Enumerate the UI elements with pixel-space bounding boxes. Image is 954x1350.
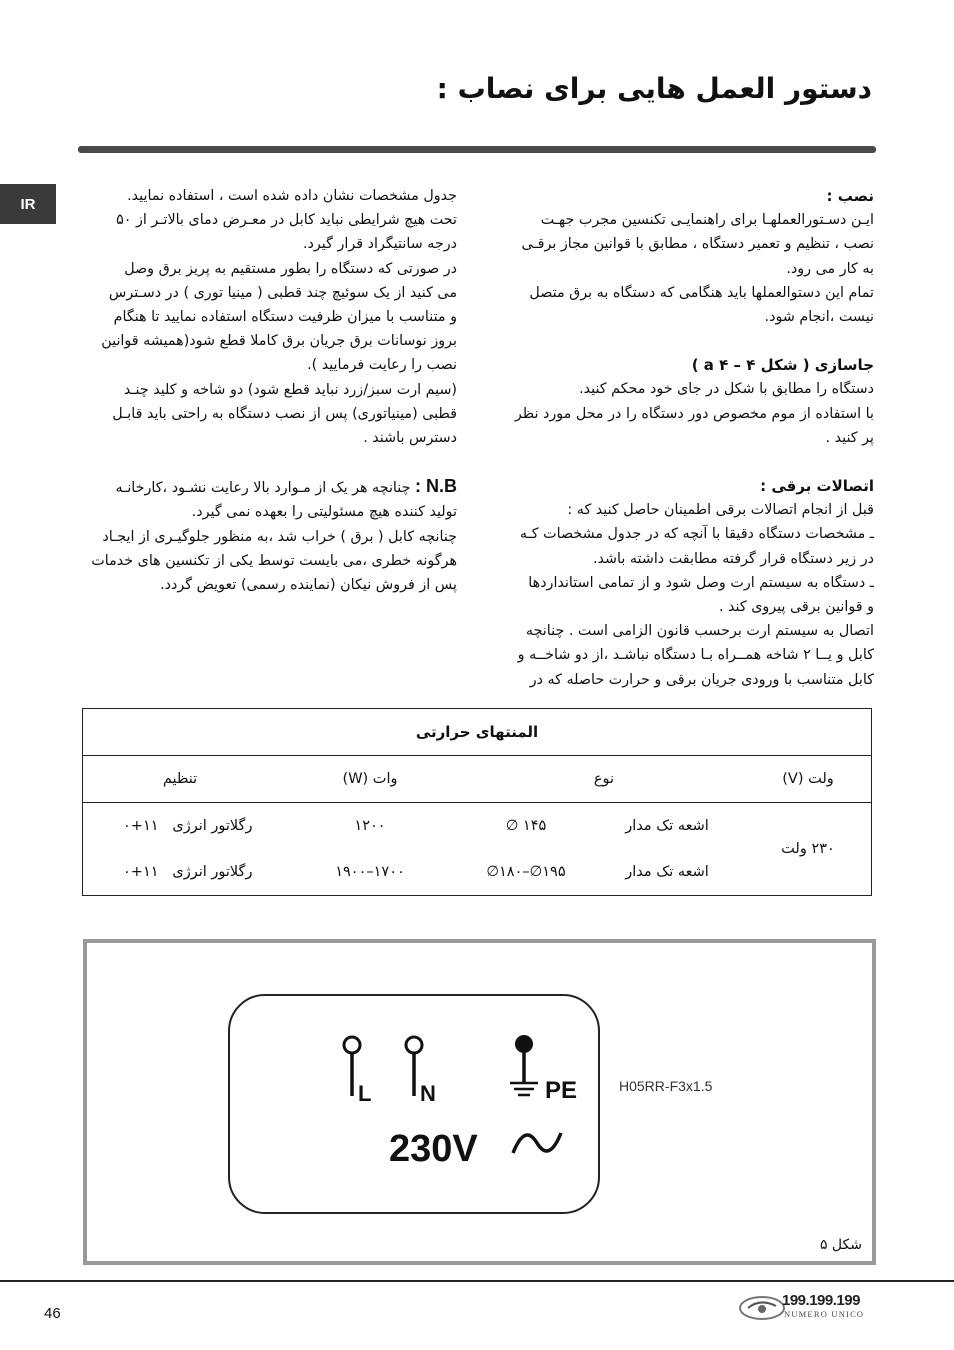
wiring-diagram <box>87 943 872 1261</box>
footer-divider <box>0 1280 954 1282</box>
placement-line: با استفاده از موم مخصوص دور دستگاه را در محل مورد نظر <box>514 405 874 422</box>
volt-value: ۲۳۰ ولت <box>781 841 835 857</box>
header-watt: وات (W) <box>277 756 463 803</box>
electrical-line: کابل و یــا ۲ شاخه همــراه بـا دستگاه نباشـد ،از دو شاخــه و <box>517 647 874 664</box>
install-line: به کار می رود. <box>786 260 874 277</box>
left-line: جدول مشخصات نشان داده شده است ، استفاده نمایید. <box>127 188 457 204</box>
left-line: می کنید از یک سوئیچ چند قطبی ( مینیا توری ) در دسـترس <box>108 284 457 301</box>
header-type: نوع <box>463 756 745 803</box>
page-title: دستور العمل هایی برای نصاب : <box>436 72 872 105</box>
setting-name: رگلاتور انرژی <box>172 818 253 834</box>
electrical-line: و قوانین برقی پیروی کند . <box>718 599 874 616</box>
left-line: تولید کننده هیچ مسئولیتی را بعهده نمی گیرد. <box>191 504 457 521</box>
install-heading: نصب : <box>826 187 874 205</box>
page-number: 46 <box>44 1305 61 1322</box>
ac-wave-icon <box>513 1133 561 1153</box>
cell-watt: ۱۷۰۰–۱۹۰۰ <box>335 864 405 880</box>
wiring-figure <box>83 939 876 1265</box>
setting-range: ۰+۱۱ <box>123 818 159 834</box>
left-line: چنانچه کابل ( برق ) خراب شد ،به منظور جلوگیـری از ایجـاد <box>102 528 457 545</box>
cell-type: اشعه تک مدار <box>625 864 709 880</box>
service-logo <box>738 1288 878 1328</box>
table-caption: المنتهای حرارتی <box>83 709 872 756</box>
left-line: هرگونه خطری ،می بایست توسط یکی از تکنسین های خدمات <box>91 552 457 569</box>
setting-range: ۰+۱۱ <box>123 864 159 880</box>
title-divider <box>78 146 876 153</box>
placement-line: دستگاه را مطابق با شکل در جای خود محکم کنید. <box>579 381 874 398</box>
install-line: نیست ،انجام شود. <box>764 309 874 326</box>
left-line: دسترس باشند . <box>363 430 457 447</box>
heating-elements-table <box>82 708 872 896</box>
cell-diameter: ∅۱۸۰–∅۱۹۵ <box>486 864 566 880</box>
electrical-line: ـ دستگاه به سیستم ارت وصل شود و از تمامی استانداردها <box>528 574 874 591</box>
left-column <box>80 184 457 597</box>
cell-diameter: ∅ ۱۴۵ <box>505 818 547 834</box>
nb-text: چنانچه هر یک از مـوارد بالا رعایت نشـود ،کارخانـه <box>115 480 411 497</box>
logo-subtitle: NUMERO UNICO <box>784 1309 865 1319</box>
logo-number: 199.199.199 <box>782 1292 860 1309</box>
left-line: (سیم ارت سبز/زرد نباید قطع شود) دو شاخه و کلید چنـد <box>123 381 457 398</box>
install-line: نصب ، تنظیم و تعمیر دستگاه ، مطابق با قوانین مجاز برقـی <box>521 236 874 253</box>
voltage-label: 230V <box>389 1128 478 1170</box>
left-line: پس از فروش نیکان (نماینده رسمی) تعویض گردد. <box>160 577 457 594</box>
terminal-l-label: L <box>358 1081 372 1106</box>
terminal-n-label: N <box>420 1081 436 1106</box>
placement-line: پر کنید . <box>825 429 874 446</box>
nb-line <box>80 474 457 500</box>
electrical-line: اتصال به سیستم ارت برحسب قانون الزامی است . چنانچه <box>525 623 874 640</box>
left-line: و متناسب با میزان ظرفیت دستگاه استفاده نمایید تا هنگام <box>113 309 457 326</box>
terminal-pe-label: PE <box>545 1077 578 1104</box>
electrical-line: ـ مشخصات دستگاه دقیقا با آنچه که در جدول مشخصات کـه <box>519 526 874 543</box>
left-line: قطبی (مینیاتوری) پس از نصب دستگاه به راحتی باید قابـل <box>112 405 457 422</box>
electrical-line: قبل از انجام اتصالات برقی اطمینان حاصل کنید که : <box>567 502 874 519</box>
cell-type: اشعه تک مدار <box>625 818 709 834</box>
electrical-heading: اتصالات برقی : <box>760 477 874 496</box>
language-tab: IR <box>0 184 56 224</box>
left-line: تحت هیچ شرایطی نباید کابل در معـرض دمای بالاتـر از ۵۰ <box>116 212 457 229</box>
left-line: نصب را رعایت فرمایید ). <box>307 357 457 374</box>
header-volt: ولت (V) <box>745 756 872 803</box>
cell-setting <box>83 849 278 896</box>
install-line: ایـن دسـتورالعملهـا برای راهنمایـی تکنسین مجرب جهـت <box>540 212 874 229</box>
nb-label: N.B : <box>415 476 457 497</box>
earth-ground-icon <box>510 1035 538 1095</box>
header-setting: تنظیم <box>83 756 278 803</box>
phone-logo-icon <box>738 1288 788 1328</box>
install-line: تمام این دستوالعملها باید هنگامی که دستگاه به برق متصل <box>529 284 874 301</box>
cell-watt: ۱۲۰۰ <box>354 818 386 834</box>
left-line: بروز نوسانات برق جریان برق کاملا قطع شود(همیشه قوانین <box>101 333 457 350</box>
electrical-line: در زیر دستگاه قرار گرفته مطابقت داشته باشد. <box>592 550 874 567</box>
setting-name: رگلاتور انرژی <box>172 864 253 880</box>
electrical-line: کابل متناسب با ورودی جریان برقی و حرارت حاصله که در <box>529 671 874 688</box>
cable-spec: H05RR-F3x1.5 <box>619 1078 713 1094</box>
left-line: در صورتی که دستگاه را بطور مستقیم به پریز برق وصل <box>124 260 457 277</box>
table-row <box>83 803 872 850</box>
placement-heading: جاسازی ( شکل a ۴ – ۴ ) <box>691 356 874 375</box>
figure-caption: شکل ۵ <box>819 1237 862 1253</box>
right-column <box>498 184 874 692</box>
cell-setting <box>83 803 278 850</box>
left-line: درجه سانتیگراد قرار گیرد. <box>303 236 457 253</box>
